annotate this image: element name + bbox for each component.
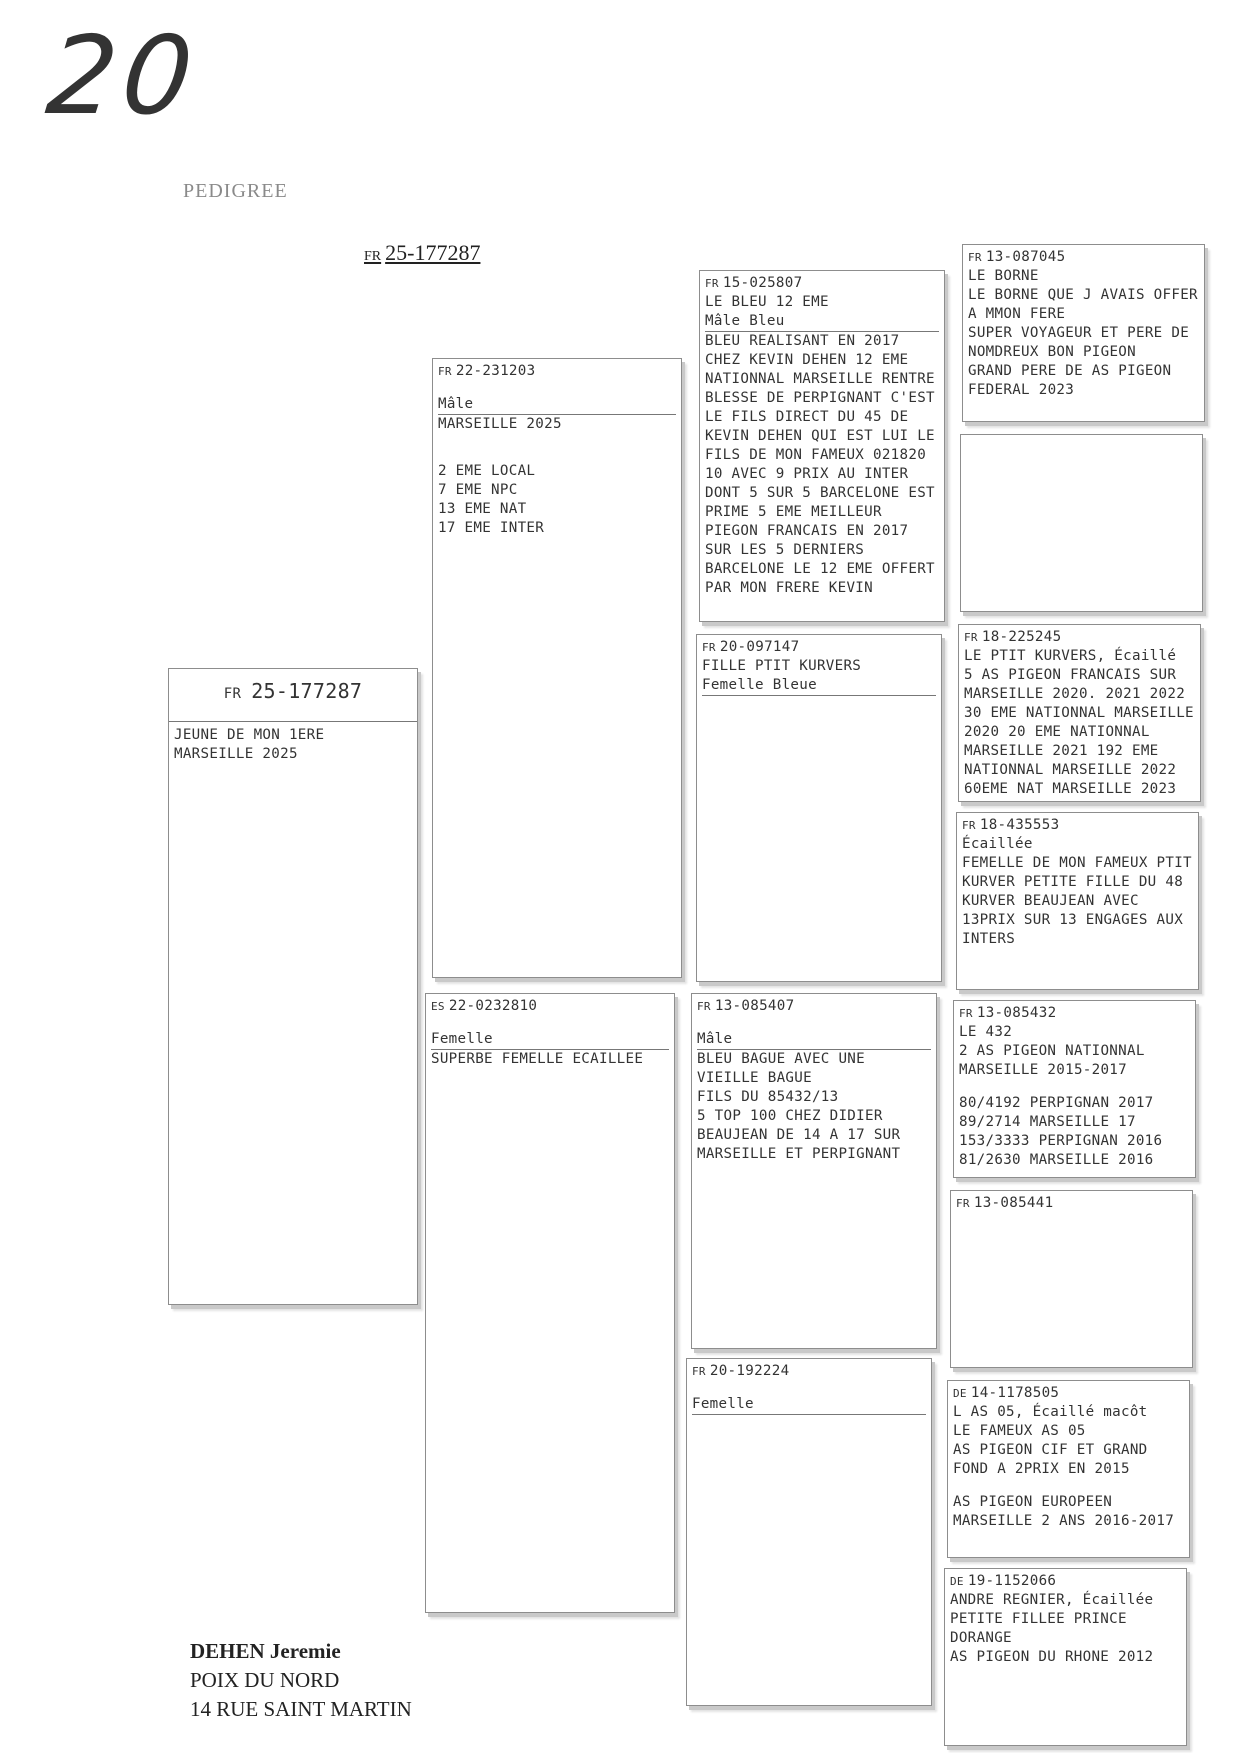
pedigree-line: LE FAMEUX AS 05 xyxy=(953,1423,1086,1439)
pedigree-line: DORANGE xyxy=(950,1630,1012,1646)
pedigree-line: 153/3333 PERPIGNAN 2016 xyxy=(959,1133,1163,1149)
breeder-street: 14 RUE SAINT MARTIN xyxy=(190,1697,412,1721)
pedigree-line: 5 TOP 100 CHEZ DIDIER xyxy=(697,1108,883,1124)
pedigree-line: NATIONNAL MARSEILLE RENTRE xyxy=(705,371,935,387)
pedigree-line: 2 EME LOCAL xyxy=(438,463,536,479)
pedigree-line: Femelle xyxy=(431,1030,669,1050)
pedigree-line: Mâle xyxy=(438,395,676,415)
pedigree-line: PAR MON FRERE KEVIN xyxy=(705,580,873,596)
pedigree-line: MARSEILLE 2 ANS 2016-2017 xyxy=(953,1513,1175,1529)
pedigree-line: MARSEILLE 2025 xyxy=(174,746,298,762)
ring-country: FR xyxy=(438,365,452,378)
ring-number xyxy=(964,628,1195,647)
pedigree-line: KURVER BEAUJEAN AVEC xyxy=(962,893,1139,909)
pedigree-line: PETITE FILLEE PRINCE xyxy=(950,1611,1127,1627)
spacer xyxy=(438,448,676,462)
pedigree-line: Écaillée xyxy=(962,836,1033,852)
pedigree-line: ANDRE REGNIER, Écaillée xyxy=(950,1592,1154,1608)
pedigree-line: BLEU REALISANT EN 2017 xyxy=(705,333,900,349)
ring-country: FR xyxy=(962,819,976,832)
pedigree-line: FEDERAL 2023 xyxy=(968,382,1075,398)
pigeon-card-sdd xyxy=(956,812,1199,990)
spacer xyxy=(953,1479,1184,1493)
pedigree-line: NATIONNAL MARSEILLE 2022 xyxy=(964,762,1177,778)
pedigree-line: LE 432 xyxy=(959,1024,1013,1040)
pedigree-line: INTERS xyxy=(962,931,1016,947)
ring-number xyxy=(697,997,931,1016)
ring-number xyxy=(438,362,676,381)
pigeon-card-sss xyxy=(962,244,1205,422)
ring-country: DE xyxy=(950,1575,964,1588)
pedigree-line: SUPER VOYAGEUR ET PERE DE xyxy=(968,325,1190,341)
pedigree-line: Femelle Bleue xyxy=(702,676,936,696)
ring-value: 13-087045 xyxy=(985,249,1066,265)
pedigree-line: PIEGON FRANCAIS EN 2017 xyxy=(705,523,909,539)
ring-number xyxy=(705,274,939,293)
spacer xyxy=(438,381,676,395)
pigeon-card-ddd xyxy=(944,1568,1187,1746)
pedigree-line: Mâle xyxy=(697,1030,931,1050)
pedigree-line: MARSEILLE 2020. 2021 2022 xyxy=(964,686,1186,702)
pedigree-line: PRIME 5 EME MEILLEUR xyxy=(705,504,882,520)
pedigree-line: NOMDREUX BON PIGEON xyxy=(968,344,1136,360)
pedigree-line: FOND A 2PRIX EN 2015 xyxy=(953,1461,1130,1477)
ring-country: FR xyxy=(959,1007,973,1020)
ring-value: 13-085407 xyxy=(714,998,795,1014)
pigeon-card-dsd xyxy=(950,1190,1193,1368)
pedigree-line: BARCELONE LE 12 EME OFFERT xyxy=(705,561,935,577)
pedigree-line: BLESSE DE PERPIGNANT C'EST xyxy=(705,390,935,406)
pigeon-card-dam xyxy=(425,993,675,1613)
pedigree-line: 30 EME NATIONNAL MARSEILLE xyxy=(964,705,1194,721)
ring-country: FR xyxy=(697,1000,711,1013)
ring-country: FR xyxy=(956,1197,970,1210)
pedigree-line: Femelle xyxy=(692,1395,926,1415)
ring-value: 19-1152066 xyxy=(967,1573,1057,1589)
pedigree-line: FEMELLE DE MON FAMEUX PTIT xyxy=(962,855,1192,871)
pedigree-line: GRAND PERE DE AS PIGEON xyxy=(968,363,1172,379)
pedigree-line: FILS DU 85432/13 xyxy=(697,1089,839,1105)
pedigree-line: LE BLEU 12 EME xyxy=(705,294,829,310)
pedigree-line: AS PIGEON DU RHONE 2012 xyxy=(950,1649,1154,1665)
pedigree-line: 13PRIX SUR 13 ENGAGES AUX xyxy=(962,912,1184,928)
ring-number xyxy=(950,1572,1181,1591)
document-title: PEDIGREE xyxy=(183,180,288,202)
pigeon-card-sire xyxy=(432,358,682,978)
breeder-name: DEHEN Jeremie xyxy=(190,1639,341,1663)
pedigree-line: 10 AVEC 9 PRIX AU INTER xyxy=(705,466,909,482)
ring-country: FR xyxy=(705,277,719,290)
pedigree-line: AS PIGEON CIF ET GRAND xyxy=(953,1442,1148,1458)
ring-value: 18-435553 xyxy=(979,817,1060,833)
breeder-city: POIX DU NORD xyxy=(190,1668,340,1692)
pedigree-line: DONT 5 SUR 5 BARCELONE EST xyxy=(705,485,935,501)
ring-number xyxy=(962,816,1193,835)
pedigree-line: 2 AS PIGEON NATIONNAL xyxy=(959,1043,1145,1059)
pedigree-line: 89/2714 MARSEILLE 17 xyxy=(959,1114,1136,1130)
ring-country: FR xyxy=(223,686,242,702)
pedigree-line: LE BORNE xyxy=(968,268,1039,284)
pigeon-card-sire-sire xyxy=(699,270,945,622)
pedigree-line: VIEILLE BAGUE xyxy=(697,1070,812,1086)
ring-value: 15-025807 xyxy=(722,275,803,291)
pigeon-card-dam-dam xyxy=(686,1358,932,1706)
ring-number xyxy=(968,248,1199,267)
ring-value: 25-177287 xyxy=(251,679,363,703)
pedigree-line: 2020 20 EME NATIONNAL xyxy=(964,724,1150,740)
pedigree-line: KURVER PETITE FILLE DU 48 xyxy=(962,874,1184,890)
pigeon-card-dds xyxy=(947,1380,1190,1558)
ring-value: 22-231203 xyxy=(455,363,536,379)
pedigree-line: L AS 05, Écaillé macôt xyxy=(953,1404,1148,1420)
ring-value: 13-085432 xyxy=(976,1005,1057,1021)
header-ring-country: FR xyxy=(364,249,382,264)
ring-country: FR xyxy=(702,641,716,654)
spacer xyxy=(697,1016,931,1030)
ring-value: 20-192224 xyxy=(709,1363,790,1379)
ring-country: FR xyxy=(964,631,978,644)
ring-number xyxy=(702,638,936,657)
ring-value: 22-0232810 xyxy=(448,998,538,1014)
pedigree-line: MARSEILLE 2015-2017 xyxy=(959,1062,1127,1078)
ring-value: 18-225245 xyxy=(981,629,1062,645)
ring-number xyxy=(956,1194,1187,1213)
pedigree-line: FILS DE MON FAMEUX 021820 xyxy=(705,447,927,463)
pedigree-line: SUPERBE FEMELLE ECAILLEE xyxy=(431,1051,644,1067)
ring-country: DE xyxy=(953,1387,967,1400)
pedigree-line: JEUNE DE MON 1ERE xyxy=(174,727,325,743)
pedigree-line: A MMON FERE xyxy=(968,306,1066,322)
pedigree-line: CHEZ KEVIN DEHEN 12 EME xyxy=(705,352,909,368)
header-ring-number xyxy=(364,240,480,266)
pedigree-line: MARSEILLE 2021 192 EME xyxy=(964,743,1159,759)
ring-number xyxy=(692,1362,926,1381)
ring-value: 13-085441 xyxy=(973,1195,1054,1211)
pedigree-line: AS PIGEON EUROPEEN xyxy=(953,1494,1113,1510)
pedigree-line: Mâle Bleu xyxy=(705,312,939,332)
pigeon-card-sds xyxy=(958,624,1201,802)
pedigree-line: SUR LES 5 DERNIERS xyxy=(705,542,865,558)
ring-value: 20-097147 xyxy=(719,639,800,655)
pedigree-line: MARSEILLE ET PERPIGNANT xyxy=(697,1146,901,1162)
pedigree-line: FILLE PTIT KURVERS xyxy=(702,658,862,674)
pedigree-line: LE PTIT KURVERS, Écaillé xyxy=(964,648,1177,664)
pedigree-line: 80/4192 PERPIGNAN 2017 xyxy=(959,1095,1154,1111)
pedigree-line: BLEU BAGUE AVEC UNE xyxy=(697,1051,865,1067)
pedigree-line: LE BORNE QUE J AVAIS OFFER xyxy=(968,287,1198,303)
pigeon-card-sire-dam xyxy=(696,634,942,982)
pedigree-line: MARSEILLE 2025 xyxy=(438,416,562,432)
ring-country: FR xyxy=(968,251,982,264)
ring-country: ES xyxy=(431,1000,445,1013)
ring-number xyxy=(169,672,417,722)
pedigree-line: LE FILS DIRECT DU 45 DE xyxy=(705,409,909,425)
pedigree-line: 81/2630 MARSEILLE 2016 xyxy=(959,1152,1154,1168)
spacer xyxy=(431,1016,669,1030)
pedigree-line: 17 EME INTER xyxy=(438,520,545,536)
pedigree-line: 60EME NAT MARSEILLE 2023 xyxy=(964,781,1177,797)
page-number: 20 xyxy=(41,14,205,139)
ring-number xyxy=(431,997,669,1016)
pedigree-line: KEVIN DEHEN QUI EST LUI LE xyxy=(705,428,935,444)
spacer xyxy=(959,1080,1190,1094)
pigeon-card-subject xyxy=(168,668,418,1305)
pigeon-card-dam-sire xyxy=(691,993,937,1349)
ring-value: 14-1178505 xyxy=(970,1385,1060,1401)
ring-number xyxy=(959,1004,1190,1023)
pedigree-line: 13 EME NAT xyxy=(438,501,527,517)
pigeon-card-dss xyxy=(953,1000,1196,1178)
pedigree-line: 5 AS PIGEON FRANCAIS SUR xyxy=(964,667,1177,683)
ring-country: FR xyxy=(692,1365,706,1378)
pedigree-line: BEAUJEAN DE 14 A 17 SUR xyxy=(697,1127,901,1143)
spacer xyxy=(438,434,676,448)
spacer xyxy=(692,1381,926,1395)
breeder-address xyxy=(190,1637,412,1724)
header-ring-value: 25-177287 xyxy=(385,240,481,265)
ring-number xyxy=(953,1384,1184,1403)
pigeon-card-ssd xyxy=(960,434,1203,612)
pedigree-line: 7 EME NPC xyxy=(438,482,518,498)
